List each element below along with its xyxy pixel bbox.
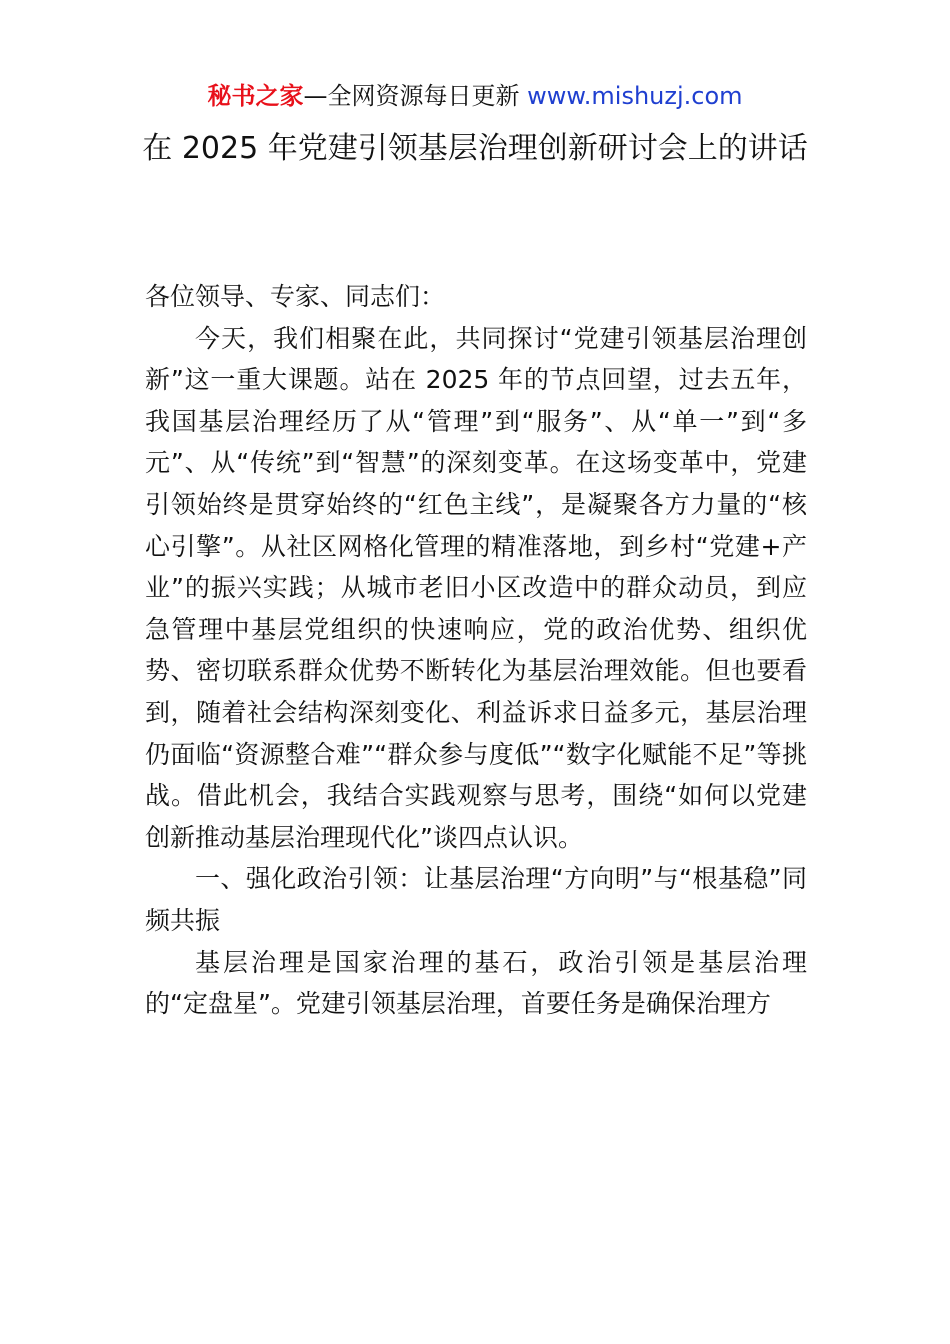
section-heading-1: 一、强化政治引领：让基层治理“方向明”与“根基稳”同频共振 xyxy=(145,864,807,935)
document-body xyxy=(145,276,807,1025)
site-url-link[interactable]: www.mishuzj.com xyxy=(527,82,743,110)
salutation: 各位领导、专家、同志们： xyxy=(145,282,446,311)
header-tagline: —全网资源每日更新 xyxy=(303,82,520,110)
page-header xyxy=(0,80,950,112)
paragraph-intro: 今天，我们相聚在此，共同探讨“党建引领基层治理创新”这一重大课题。站在 2025 年的节点回望，过去五年，我国基层治理经历了从“管理”到“服务”、从“单一”到“多元”、从“传统”到“智慧”的深刻变革。在这场变革中，党建引领始终是贯穿始终的“红色主线”，是凝聚各方力量的“核心引擎”。从社区网格化管理的精准落地，到乡村“党建+产业”的振兴实践；从城市老旧小区改造中的群众动员，到应急管理中基层党组织的快速响应，党的政治优势、组织优势、密切联系群众优势不断转化为基层治理效能。但也要看到，随着社会结构深刻变化、利益诉求日益多元，基层治理仍面临“资源整合难”“群众参与度低”“数字化赋能不足”等挑战。借此机会，我结合实践观察与思考，围绕“如何以党建创新推动基层治理现代化”谈四点认识。 xyxy=(145,323,807,852)
paragraph-section-1: 基层治理是国家治理的基石，政治引领是基层治理的“定盘星”。党建引领基层治理，首要任务是确保治理方 xyxy=(145,947,807,1019)
brand-name: 秘书之家 xyxy=(207,82,304,110)
document-title: 在 2025 年党建引领基层治理创新研讨会上的讲话 xyxy=(142,131,808,166)
